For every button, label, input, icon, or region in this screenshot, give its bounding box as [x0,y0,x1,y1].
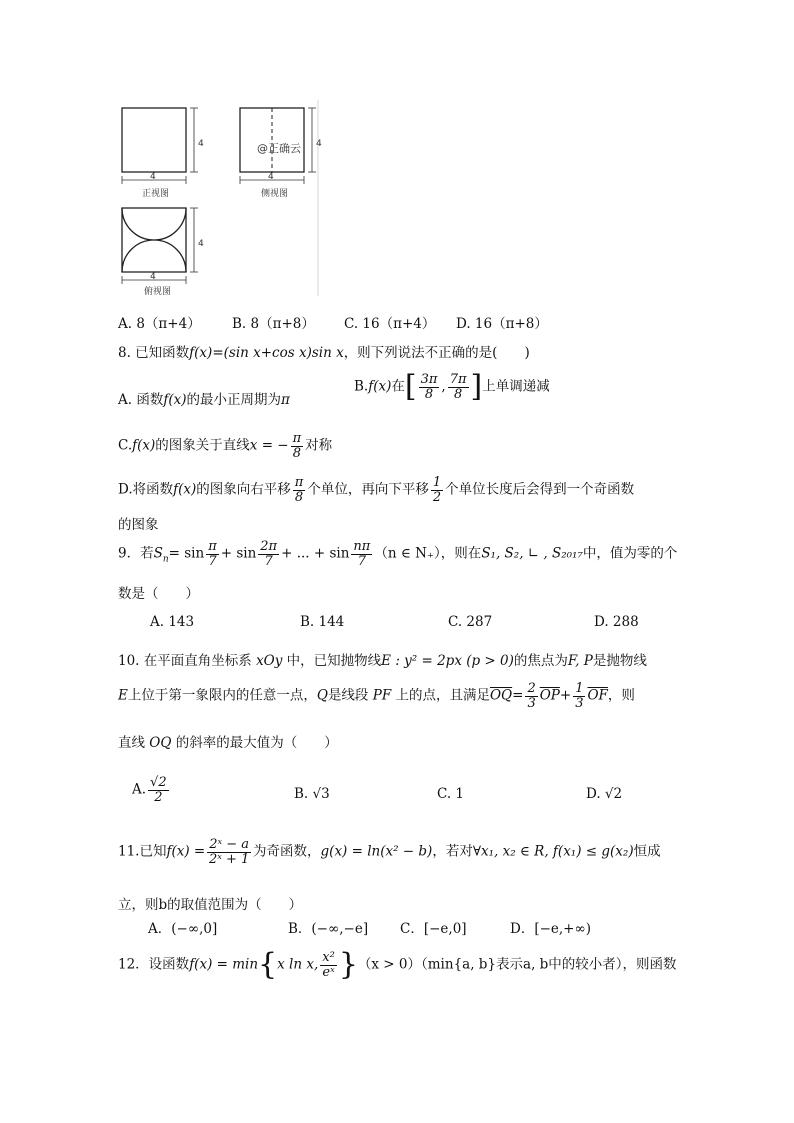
side-view-label: 侧视图 [261,189,289,199]
q7-option-c: C. 16（π+4） [344,316,436,332]
q11-stem: 11.已知f(x) = $\frac{\text{2ˣ − a}}{\text{2ˣ + 1}}$ 为奇函数，g(x) = ln(x² − b)，若对∀x₁, x₂ ∈ R, f(x₁) ≤ g(x₂)恒成 [118,837,661,867]
q9-option-b: B. 144 [300,614,345,630]
q10-line2: E上位于第一象限内的任意一点，Q是线段 PF 上的点，且满足$\overline{OQ}=$ $\frac{2}{3}$ $\overline{OP}+$ $\frac{1}{3}$ $\overline{OF}$，则 [118,681,635,711]
q8-option-d-line2: 的图象 [118,517,159,533]
side-dim-bottom: 4 [268,172,274,182]
top-dim-bottom: 4 [150,272,156,282]
front-dim-right: 4 [198,139,204,149]
watermark: @正确云 [257,142,301,155]
q8-option-c: C.f(x)的图象关于直线x = − $\frac{\pi}{8}$ 对称 [118,431,333,461]
q7-option-a: A. 8（π+4） [118,316,201,332]
q7-option-d: D. 16（π+8） [456,316,548,332]
q10-line3: 直线 OQ 的斜率的最大值为（ ） [118,735,338,751]
q8-stem: 8. 已知函数f(x)=(sin x+cos x)sin x，则下列说法不正确的是( ) [118,345,530,361]
q10-option-a: A. $\frac{√2}{2}$ [132,775,167,805]
q9-option-a: A. 143 [150,614,195,630]
top-view-arcs [122,208,186,272]
q11-option-b: B．(−∞,−e] [288,921,369,937]
three-view-figure [110,100,330,300]
q10-option-c: C. 1 [437,786,465,802]
front-dim-bottom: 4 [150,172,156,182]
q10-option-d: D. √2 [586,786,623,802]
q11-stem-line2: 立，则b的取值范围为（ ） [118,897,303,913]
front-view-square [122,108,186,172]
q7-option-b: B. 8（π+8） [232,316,315,332]
front-view-label: 正视图 [142,189,170,199]
q9-stem: 9．若$S_n= \sin$ $\frac{\pi}{7}$ + sin $\frac{2\pi}{7}$ + ... + sin $\frac{n\pi}{7}$ （n ∈ N₊），则在S₁, S₂, ∟ , S₂₀₁₇中，值为零的个 [118,539,678,569]
q12-stem: 12．设函数f(x) = min{x ln x, $\frac{\text{x²}}{\text{eˣ}}$ }（x > 0）（min{a, b}表示a, b中的较小者），则函数 [118,947,677,982]
q10-option-b: B. √3 [294,786,330,802]
top-view-label: 俯视图 [144,287,172,297]
q11-option-a: A．(−∞,0] [148,921,218,937]
q8-option-a: A. 函数f(x)的最小正周期为π [118,392,290,408]
q11-option-d: D．[−e,+∞) [510,921,592,937]
q8-option-b: B.f(x)在[ $\frac{3\pi}{8}$ , $\frac{7\pi}{8}$ ]上单调递减 [354,369,550,404]
q9-option-d: D. 288 [594,614,639,630]
q10-line1: 10. 在平面直角坐标系 xOy 中，已知抛物线E : y² = 2px (p > 0)的焦点为F, P是抛物线 [118,653,647,669]
q9-stem-line2: 数是（ ） [118,586,199,602]
q8-option-d: D.将函数f(x)的图象向右平移 $\frac{\pi}{8}$ 个单位，再向下平移 $\frac{1}{2}$ 个单位长度后会得到一个奇函数 [118,475,635,505]
side-dim-right: 4 [316,139,322,149]
top-dim-right: 4 [198,239,204,249]
q9-option-c: C. 287 [448,614,493,630]
q11-option-c: C．[−e,0] [400,921,467,937]
